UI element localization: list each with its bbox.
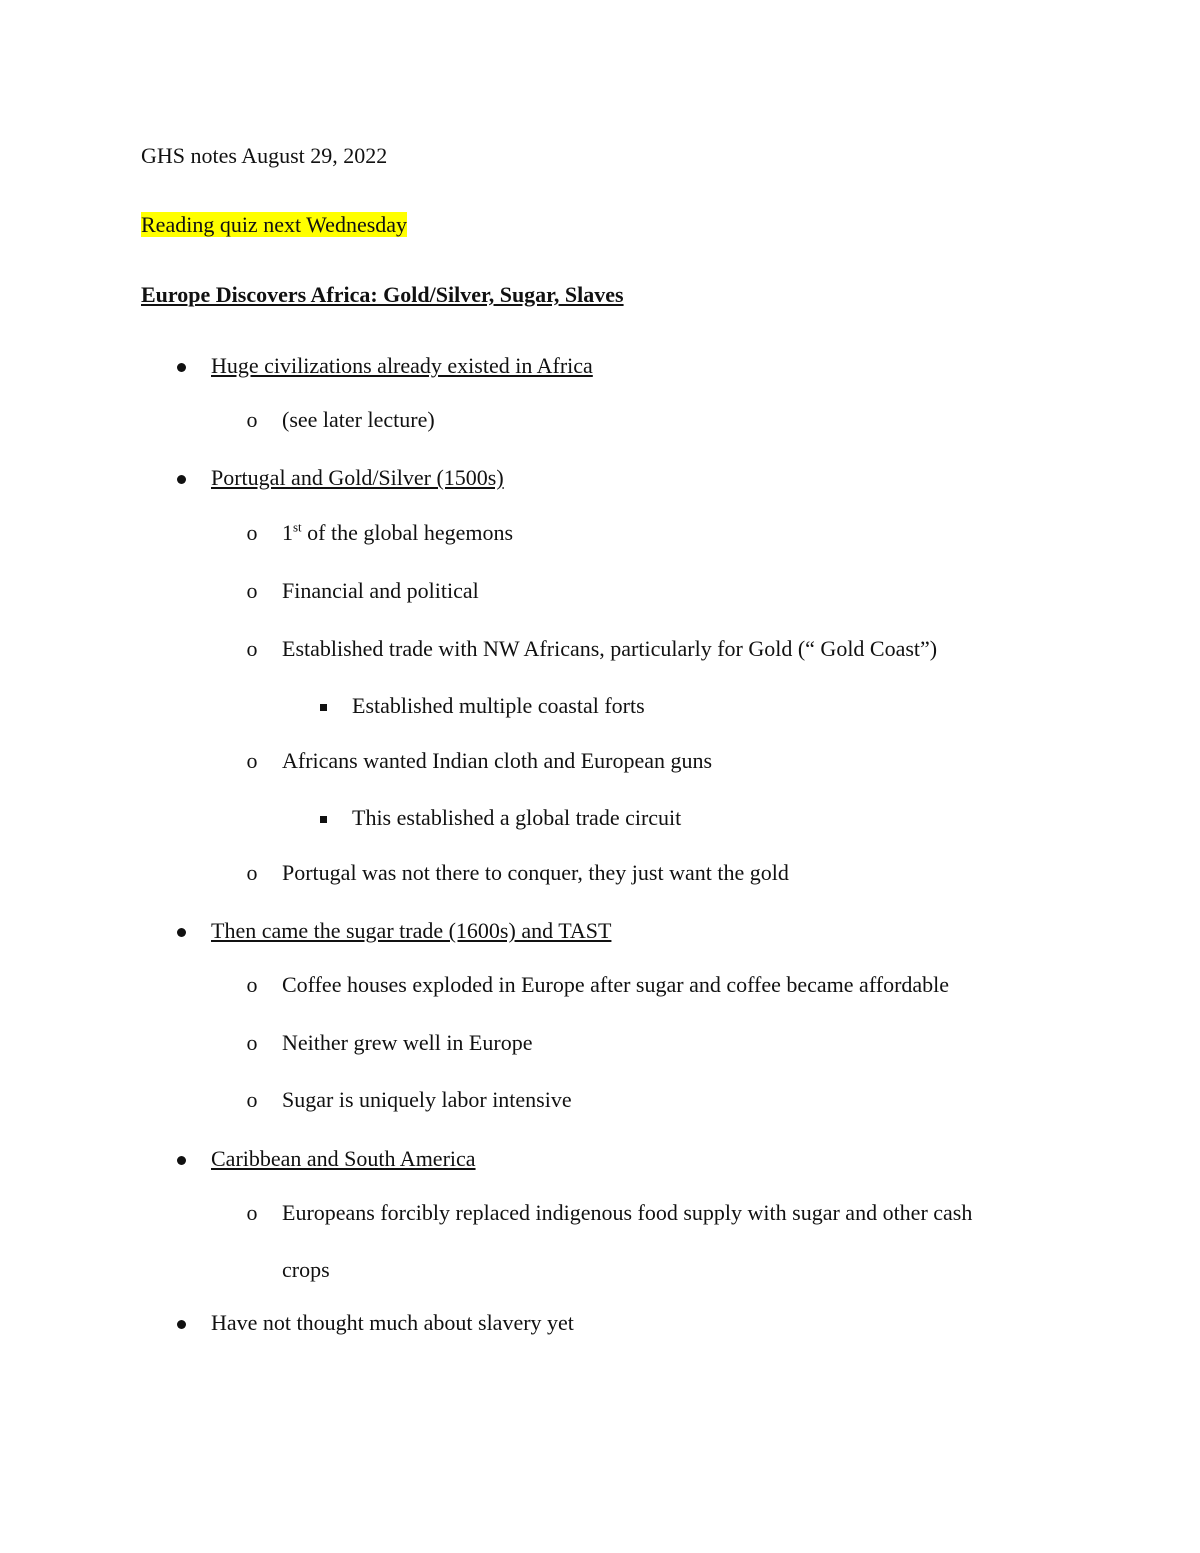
sub-bullet-icon: o <box>246 1087 258 1112</box>
section-heading: Europe Discovers Africa: Gold/Silver, Sugar, Slaves <box>141 282 624 307</box>
bullet-dot-icon <box>171 1309 191 1337</box>
sub-bullet-icon: o <box>246 407 258 432</box>
bullet-dot-icon <box>171 917 191 945</box>
sub-list-item: Sugar is uniquely labor intensive <box>282 1087 572 1112</box>
square-bullet-icon <box>313 804 333 832</box>
list-item: Portugal and Gold/Silver (1500s) <box>211 465 504 490</box>
sub-list-item: Portugal was not there to conquer, they just want the gold <box>282 860 789 885</box>
bullet-dot-icon <box>171 464 191 492</box>
list-item: Have not thought much about slavery yet <box>211 1310 574 1335</box>
highlighted-note <box>141 211 407 239</box>
sub-bullet-icon: o <box>246 636 258 661</box>
sub-list-item: 1st of the global hegemons <box>282 519 514 545</box>
tertiary-list-item: Established multiple coastal forts <box>352 693 645 718</box>
sub-list-item-continuation: crops <box>282 1257 330 1282</box>
document-title: GHS notes August 29, 2022 <box>141 143 388 168</box>
sub-bullet-icon: o <box>246 578 258 603</box>
list-item: Caribbean and South America <box>211 1146 476 1171</box>
sub-list-item: Established trade with NW Africans, particularly for Gold (“ Gold Coast”) <box>282 636 938 661</box>
highlighted-text: Reading quiz next Wednesday <box>141 212 408 237</box>
sub-list-item: Neither grew well in Europe <box>282 1030 533 1055</box>
sub-bullet-icon: o <box>246 860 258 885</box>
square-bullet-icon <box>313 692 333 720</box>
sub-bullet-icon: o <box>246 1200 258 1225</box>
sub-bullet-icon: o <box>246 520 258 545</box>
bullet-dot-icon <box>171 352 191 380</box>
list-item: Then came the sugar trade (1600s) and TAST <box>211 918 612 943</box>
sub-list-item: (see later lecture) <box>282 407 435 432</box>
sub-bullet-icon: o <box>246 972 258 997</box>
sub-list-item: Africans wanted Indian cloth and European guns <box>282 748 713 773</box>
sub-list-item: Europeans forcibly replaced indigenous food supply with sugar and other cash <box>282 1200 973 1225</box>
tertiary-list-item: This established a global trade circuit <box>352 805 682 830</box>
sub-list-item: Financial and political <box>282 578 479 603</box>
list-item: Huge civilizations already existed in Africa <box>211 353 593 378</box>
sub-list-item: Coffee houses exploded in Europe after sugar and coffee became affordable <box>282 972 950 997</box>
sub-bullet-icon: o <box>246 748 258 773</box>
sub-bullet-icon: o <box>246 1030 258 1055</box>
bullet-dot-icon <box>171 1145 191 1173</box>
